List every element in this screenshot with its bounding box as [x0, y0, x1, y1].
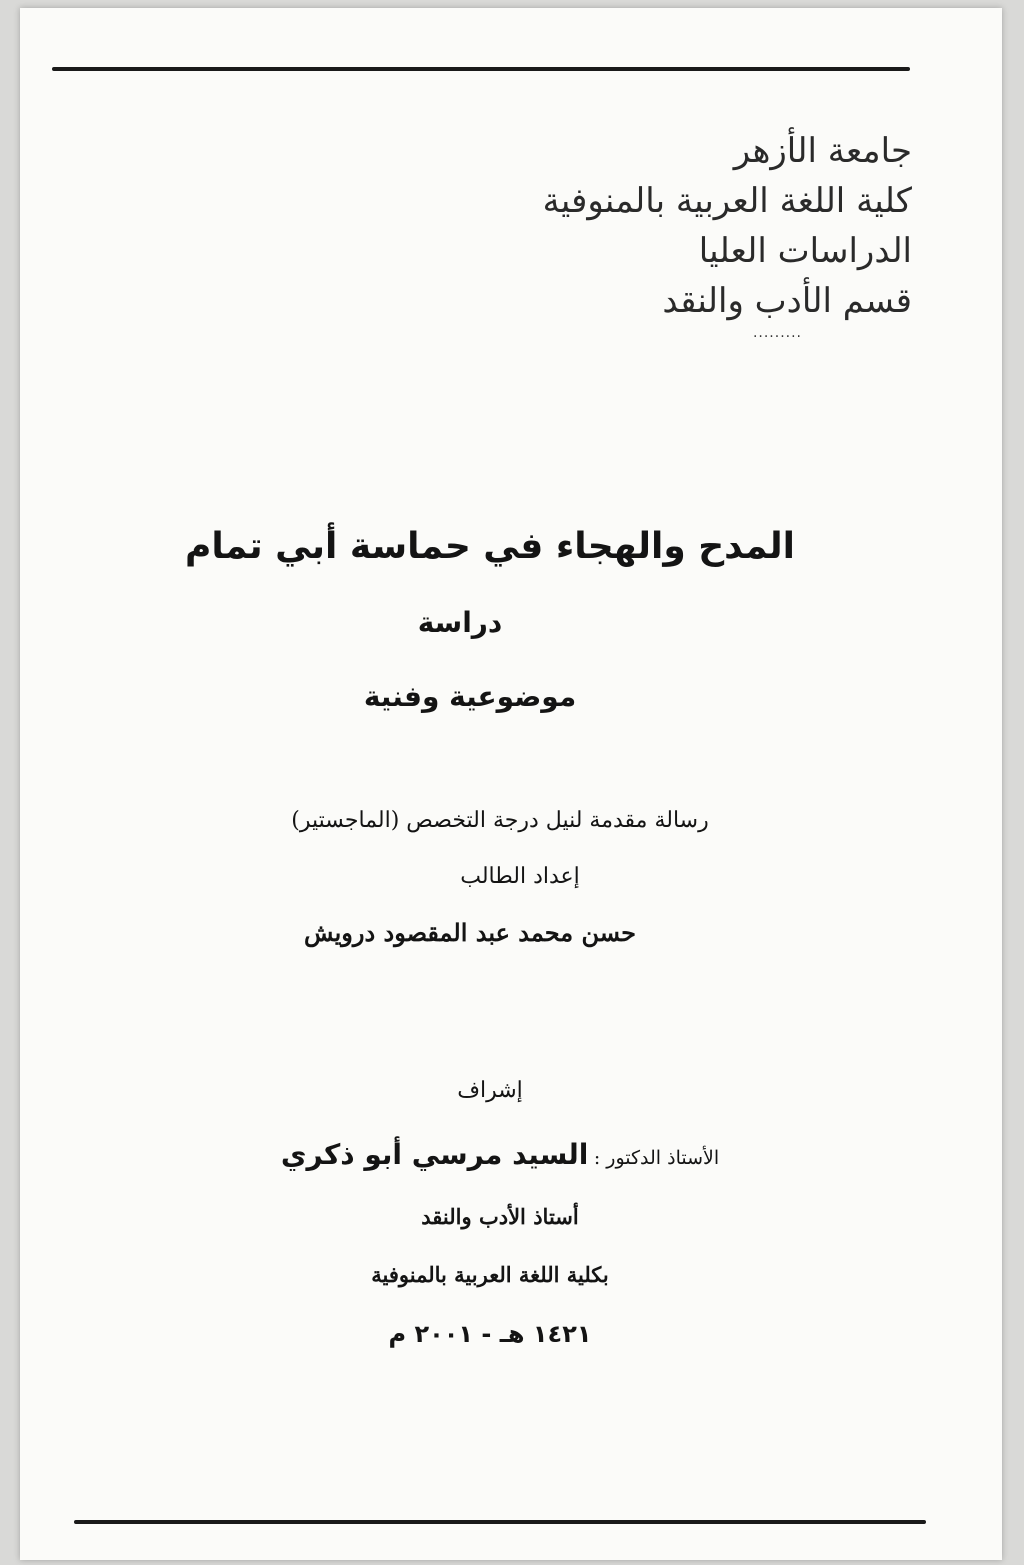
thesis-subtitle-study: دراسة: [417, 606, 503, 639]
supervisor-title: الأستاذ الدكتور :: [593, 1147, 720, 1169]
thesis-subtitle-type: موضوعية وفنية: [363, 680, 577, 713]
supervision-label: إشراف: [457, 1078, 523, 1103]
thesis-date: ١٤٢١ هـ - ٢٠٠١ م: [388, 1320, 592, 1348]
supervisor-line: [240, 1138, 760, 1171]
department-name: قسم الأدب والنقد: [662, 281, 912, 321]
thesis-title: المدح والهجاء في حماسة أبي تمام: [185, 526, 795, 567]
graduate-studies: الدراسات العليا: [698, 231, 912, 271]
top-rule: [52, 67, 910, 71]
supervisor-faculty: بكلية اللغة العربية بالمنوفية: [371, 1262, 609, 1287]
degree-statement: رسالة مقدمة لنيل درجة التخصص (الماجستير): [291, 808, 709, 833]
supervisor-position: أستاذ الأدب والنقد: [421, 1204, 579, 1229]
document-page: [20, 8, 1002, 1560]
prepared-by-label: إعداد الطالب: [460, 864, 580, 889]
faculty-name: كلية اللغة العربية بالمنوفية: [542, 181, 912, 221]
supervisor-name: السيد مرسي أبو ذكري: [280, 1138, 589, 1171]
bottom-rule: [74, 1520, 926, 1524]
university-name: جامعة الأزهر: [733, 131, 912, 171]
student-name: حسن محمد عبد المقصود درويش: [304, 918, 636, 947]
institution-header: [542, 126, 912, 341]
header-dots: .........: [752, 325, 802, 341]
